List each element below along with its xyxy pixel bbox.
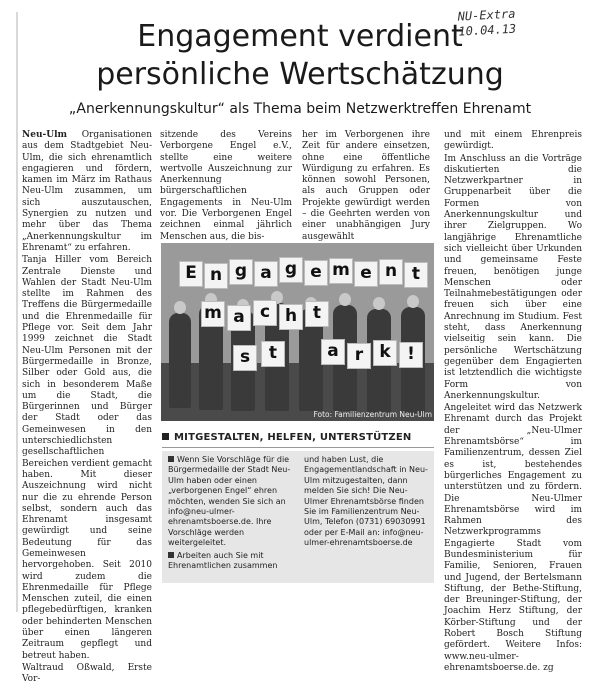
infobox-item: Arbeiten auch Sie mit Ehrenamtlichen zusammen	[168, 550, 278, 571]
paragraph: Organisationen aus dem Stadtgebiet Neu-Ulm, die sich ehrenamtlich engagieren und fördern, kamen im März im Rathaus Neu-Ulm zusammen, um sich auszutauschen, Synergien zu nutzen und mehr über das Thema „Anerkennungskultur im Ehrenamt“ zu erfahren.	[22, 130, 152, 253]
headline-line-1: Engagement verdient	[137, 19, 463, 54]
paragraph: Angeleitet wird das Netzwerk Ehrenamt durch das Projekt der „Neu-Ulmer Ehrenamtsbörse“ im Familienzentrum, dessen Ziel es ist, bestehendes bürgerliches Engagement zu unterstützen und zu fördern. Die Neu-Ulmer Ehrenamtsbörse wird im Rahmen des Netzwerkprogramms Engagierte Stadt vom Bundesministerium für Familie, Senioren, Frauen und Jugend, der Bertelsmann Stiftung, der Bethe-Stiftung, der Breuninger-Stiftung, der Joachim Herz Stiftung, der Körber-Stiftung und der Robert Bosch Stiftung gefördert. Weitere Infos: www.neu-ulmer-ehrenamtsboerse.de. zg	[444, 403, 582, 673]
letter-sign: s	[233, 345, 257, 371]
letter-sign: m	[329, 258, 353, 284]
infobox-rule	[162, 447, 434, 448]
article-column-1	[22, 130, 152, 685]
dateline: Neu-Ulm	[22, 130, 68, 140]
square-bullet-icon	[168, 552, 174, 558]
letter-sign: a	[227, 305, 251, 331]
letter-sign: e	[354, 261, 378, 287]
infobox-item: Wenn Sie Vorschläge für die Bürgermedaille der Stadt Neu-Ulm haben oder einen „verborgenen Engel“ ehren möchten, wenden Sie sich an info@neu-ulmer-ehrenamtsboerse.de. Ihre Vorschläge werden weitergeleitet.	[168, 455, 291, 548]
headline-line-2: persönliche Wertschätzung	[96, 57, 504, 92]
article-column-3	[302, 130, 430, 242]
article-column-2	[160, 130, 292, 242]
handnote-date: 10.04.13	[458, 21, 517, 39]
person-head	[339, 293, 351, 306]
letter-sign: t	[404, 262, 428, 288]
paragraph: sitzende des Vereins Verborgene Engel e.V., stellte eine weitere wertvolle Auszeichnung zur Anerkennung bürgerschaftlichen Engagements in Neu-Ulm vor. Die Verborgenen Engel zeichnen einmal jährlich Menschen aus, die bis-	[160, 130, 292, 242]
letter-sign: a	[321, 339, 345, 365]
letter-sign: k	[373, 340, 397, 366]
letter-sign: h	[279, 304, 303, 330]
infobox-column-right	[304, 455, 428, 551]
infobox-item: und haben Lust, die Engagementlandschaft in Neu-Ulm mitzugestalten, dann melden Sie sich! Die Neu-Ulmer Ehrenamtsbörse finden Sie im Familienzentrum Neu-Ulm, Telefon (0731) 69030991 oder per E-Mail an: info@neu-ulmer-ehrenamtsboerse.de	[304, 455, 428, 548]
letter-sign: a	[254, 261, 278, 287]
infobox-title-text: MITGESTALTEN, HELFEN, UNTERSTÜTZEN	[174, 432, 412, 443]
square-bullet-icon	[162, 433, 169, 440]
letter-sign: !	[399, 342, 423, 368]
paragraph: Im Anschluss an die Vorträge diskutierten die Netzwerkpartner in Gruppenarbeit über die Formen von Anerkennungskultur und ihrer Zielgruppen. Wo langjährige Ehrenamtliche sich vielleicht über Urkunden und gemeinsame Feste freuen, benötigen junge Menschen oder Teilnahmebestätigungen oder freuen sich über eine Anrechnung im Studium. Fest steht, dass Anerkennung vielseitig sein kann. Die persönliche Wertschätzung gegenüber dem Engagierten ist letztendlich die wichtigste Form von Anerkennungskultur.	[444, 153, 582, 401]
article-column-4	[444, 130, 582, 673]
headline	[20, 18, 580, 94]
group-photo	[161, 243, 434, 421]
person-head	[174, 301, 186, 314]
infobox-title	[162, 432, 434, 443]
letter-sign: E	[179, 261, 203, 287]
letter-sign: n	[379, 259, 403, 285]
clipping-edge	[16, 12, 18, 612]
subheadline: „Anerkennungskultur“ als Thema beim Netzwerktreffen Ehrenamt	[68, 101, 532, 117]
square-bullet-icon	[168, 456, 174, 462]
paragraph: Tanja Hiller vom Bereich Zentrale Dienste und Wahlen der Stadt Neu-Ulm stellte im Rahmen des Treffens die Bürgermedaille und die Ehrenmedaille für Pflege vor. Seit dem Jahr 1999 zeichnet die Stadt Neu-Ulm Personen mit der Bürgermedaille in Bronze, Silber oder Gold aus, die sich in besonderem Maße um die Stadt, die Bürgerinnen und Bürger der Stadt oder das Gemeinwesen in den unterschiedlichsten gesellschaftlichen Bereichen verdient gemacht haben. Mit dieser Auszeichnung wird nicht nur die zu ehrende Person selbst, sondern auch das Ehrenamt insgesamt gewürdigt und seine Bedeutung für das Gemeinwesen hervorgehoben. Seit 2010 wird zudem die Ehrenmedaille für Pflege Menschen zuteil, die einen pflegebedürftigen, kranken oder behinderten Menschen über einen längeren Zeitraum gepflegt und betreut haben.	[22, 255, 152, 661]
letter-sign: c	[253, 300, 277, 326]
person-figure	[169, 313, 191, 408]
letter-sign: m	[201, 301, 225, 327]
person-head	[407, 295, 419, 308]
letter-sign: t	[305, 301, 329, 327]
paragraph: her im Verborgenen ihre Zeit für andere einsetzen, ohne eine öffentliche Würdigung zu erfahren. Es können sowohl Personen, als auch Gruppen oder Projekte gewürdigt werden – die Geehrten werden von einer unabhängigen Jury ausgewählt	[302, 130, 430, 242]
letter-sign: g	[279, 257, 303, 283]
letter-sign: n	[204, 263, 228, 289]
person-head	[373, 297, 385, 310]
letter-sign: e	[304, 260, 328, 286]
infobox-column-left	[168, 455, 296, 573]
paragraph: Waltraud Oßwald, Erste Vor-	[22, 662, 152, 685]
paragraph: und mit einem Ehrenpreis gewürdigt.	[444, 130, 582, 152]
handnote-source: NU-Extra	[457, 6, 516, 24]
letter-sign: r	[347, 343, 371, 369]
letter-sign: t	[261, 341, 285, 367]
photo-credit: Foto: Familienzentrum Neu-Ulm	[313, 410, 432, 419]
letter-sign: g	[229, 259, 253, 285]
